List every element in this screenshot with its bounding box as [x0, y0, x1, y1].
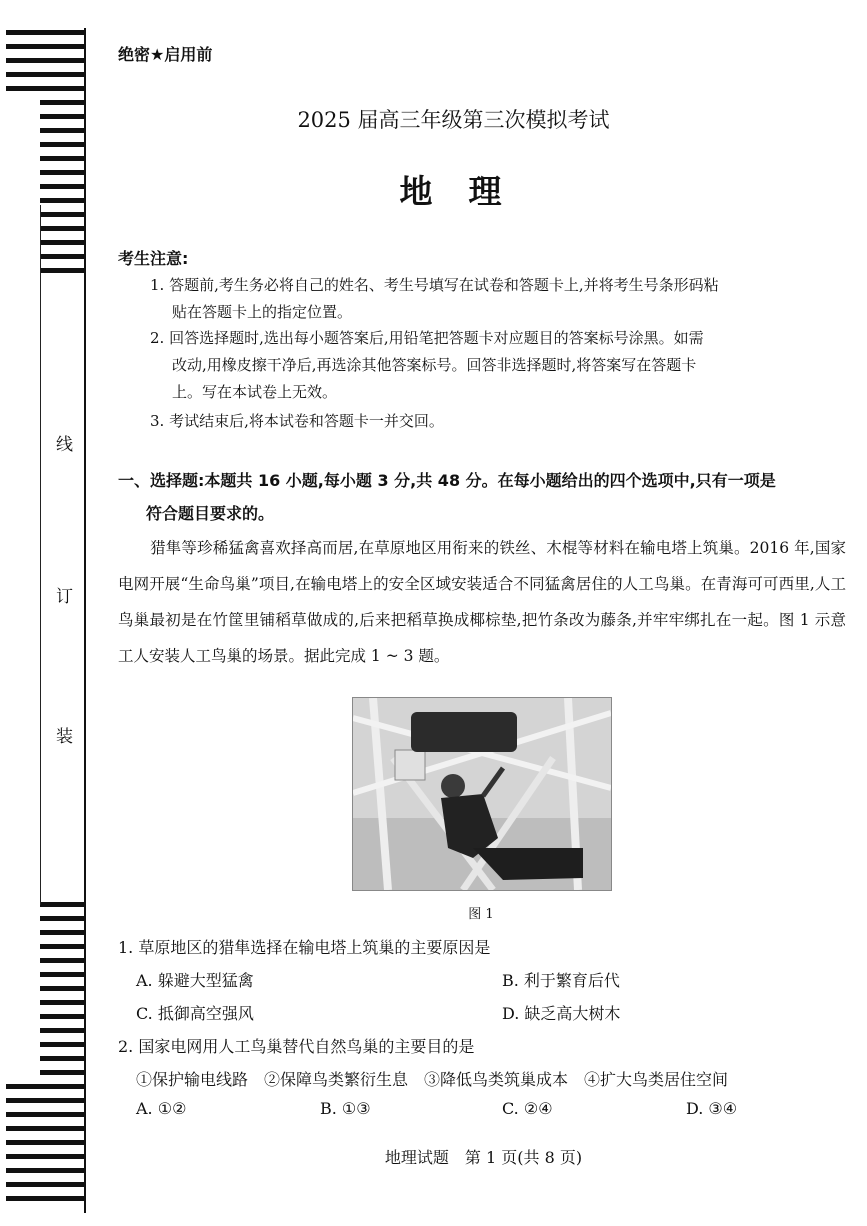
section-heading: [118, 464, 848, 530]
secret-mark: 绝密★启用前: [118, 45, 213, 64]
question-2-option-c[interactable]: C. ②④: [502, 1099, 553, 1118]
binding-stripe: [40, 1028, 84, 1033]
question-1-option-c[interactable]: C. 抵御高空强风: [136, 1004, 254, 1023]
question-2-stem: 2. 国家电网用人工鸟巢替代自然鸟巢的主要目的是: [118, 1037, 475, 1056]
section-line: 一、选择题:本题共 16 小题,每小题 3 分,共 48 分。在每小题给出的四个选项中,只有一项是: [118, 471, 776, 490]
binding-stripe: [40, 1042, 84, 1047]
binding-stripe: [6, 1168, 84, 1173]
binding-stripe: [6, 1112, 84, 1117]
binding-stripe: [40, 254, 84, 259]
subject-title: 地理: [399, 172, 538, 211]
binding-stripe: [6, 72, 84, 77]
binding-label-xian: 线: [56, 435, 73, 455]
binding-stripe: [6, 58, 84, 63]
binding-line: [40, 205, 41, 905]
question-1-option-b[interactable]: B. 利于繁育后代: [502, 971, 620, 990]
page-footer: 地理试题 第 1 页(共 8 页): [384, 1148, 583, 1167]
notice-line: 上。写在本试卷上无效。: [172, 383, 338, 401]
notice-item-1: [150, 272, 840, 326]
question-1-option-a[interactable]: A. 躲避大型猛禽: [136, 971, 254, 990]
binding-stripe: [40, 1070, 84, 1075]
question-2-option-d[interactable]: D. ③④: [686, 1099, 738, 1118]
notice-line: 改动,用橡皮擦干净后,再选涂其他答案标号。回答非选择题时,将答案写在答题卡: [172, 356, 697, 374]
binding-stripe: [6, 1196, 84, 1201]
binding-stripe: [40, 930, 84, 935]
notice-heading: 考生注意:: [118, 249, 189, 268]
binding-stripe: [40, 156, 84, 161]
binding-stripe: [6, 1126, 84, 1131]
question-1-stem: 1. 草原地区的猎隼选择在输电塔上筑巢的主要原因是: [118, 938, 491, 957]
binding-label-zhuang: 装: [56, 727, 73, 747]
binding-stripe: [40, 986, 84, 991]
reading-passage: [118, 530, 846, 674]
binding-stripe: [40, 1056, 84, 1061]
binding-stripe: [40, 972, 84, 977]
question-2-option-a[interactable]: A. ①②: [136, 1099, 187, 1118]
binding-stripe: [6, 1098, 84, 1103]
binding-stripe: [6, 44, 84, 49]
binding-label-ding: 订: [56, 587, 73, 607]
binding-stripe: [6, 30, 84, 35]
binding-stripe: [40, 240, 84, 245]
exam-title: 2025 届高三年级第三次模拟考试: [297, 108, 610, 132]
notice-item-2: [150, 325, 840, 406]
binding-stripe: [6, 86, 84, 91]
binding-stripe: [40, 268, 84, 273]
notice-line: 贴在答题卡上的指定位置。: [172, 303, 353, 321]
passage-text: 猎隼等珍稀猛禽喜欢择高而居,在草原地区用衔来的铁丝、木棍等材料在输电塔上筑巢。2016 年,国家电网开展“生命鸟巢”项目,在输电塔上的安全区域安装适合不同猛禽居住的人工鸟巢。在青海可可西里,人工鸟巢最初是在竹筐里铺稻草做成的,后来把稻草换成椰棕垫,把竹条改为藤条,并牢牢绑扎在一起。图 1 示意工人安装人工鸟巢的场景。据此完成 1 ~ 3 题。: [118, 539, 846, 665]
binding-stripe: [40, 1014, 84, 1019]
figure-photo: [352, 697, 612, 891]
binding-stripe: [40, 944, 84, 949]
notice-line: 1. 答题前,考生务必将自己的姓名、考生号填写在试卷和答题卡上,并将考生号条形码粘: [150, 276, 719, 294]
figure-caption: 图 1: [468, 907, 494, 922]
binding-stripe: [40, 142, 84, 147]
binding-stripe: [40, 1000, 84, 1005]
question-2-option-b[interactable]: B. ①③: [320, 1099, 371, 1118]
notice-line: 3. 考试结束后,将本试卷和答题卡一并交回。: [150, 412, 444, 430]
binding-stripe: [40, 958, 84, 963]
notice-line: 2. 回答选择题时,选出每小题答案后,用铅笔把答题卡对应题目的答案标号涂黑。如需: [150, 329, 704, 347]
tower-photo-illustration: [353, 698, 611, 890]
binding-stripe: [6, 1182, 84, 1187]
binding-stripe: [40, 226, 84, 231]
question-2-items: ①保护输电线路 ②保障鸟类繁衍生息 ③降低鸟类筑巢成本 ④扩大鸟类居住空间: [136, 1070, 729, 1089]
binding-stripe: [6, 1084, 84, 1089]
question-1-option-d[interactable]: D. 缺乏高大树木: [502, 1004, 621, 1023]
section-line: 符合题目要求的。: [146, 504, 275, 523]
notice-item-3: [150, 408, 840, 435]
